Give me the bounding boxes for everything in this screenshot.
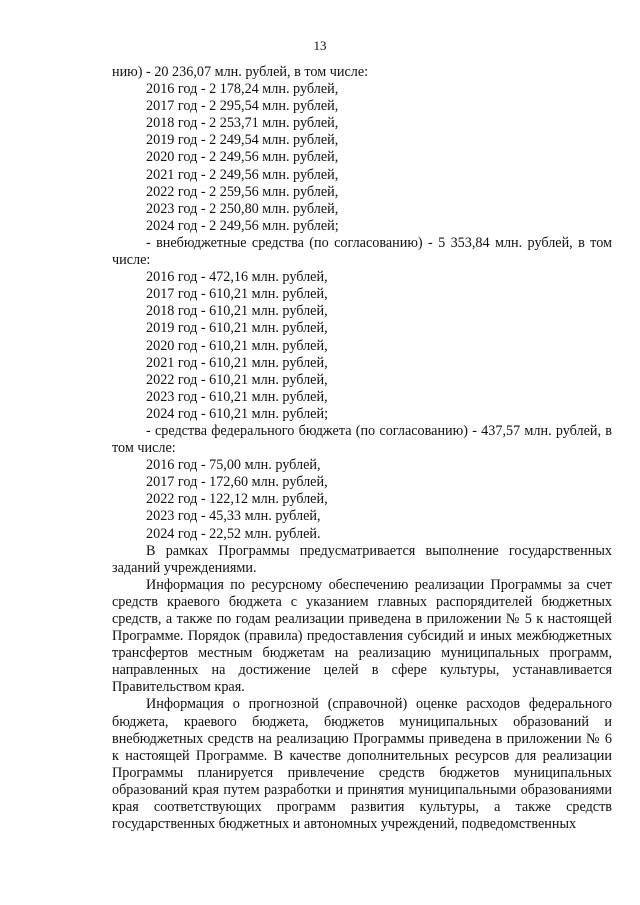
paragraph: Информация о прогнозной (справочной) оценке расходов федерального бюджета, краевого бюджета, бюджетов муниципальных образований и внебюджетных средств на реализацию Программы приведена в приложении № 6 к настоящей Программе. В качестве дополнительных ресурсов для реализации Программы планируется привлечение средств бюджетов муниципальных образований края путем разработки и принятия муниципальными образованиями края соответствующих программ развития культуры, а также средств государственных бюджетных и автономных учреждений, подведомственных	[112, 696, 612, 833]
year-line: 2022 год - 2 259,56 млн. рублей,	[146, 183, 339, 200]
year-line: 2016 год - 472,16 млн. рублей,	[146, 269, 328, 286]
paragraph: Информация по ресурсному обеспечению реализации Программы за счет средств краевого бюджета с указанием главных распорядителей бюджетных средств, а также по годам реализации приведена в приложении № 5 к настоящей Программе. Порядок (правила) предоставления субсидий и иных межбюджетных трансфертов местным бюджетам на реализацию муниципальных программ, направленных на достижение целей в сфере культуры, устанавливается Правительством края.	[112, 576, 612, 696]
federal-intro: - средства федерального бюджета (по согласованию) - 437,57 млн. рублей, в том числе:	[112, 422, 612, 457]
year-line: 2022 год - 122,12 млн. рублей,	[146, 491, 328, 508]
extrabudget-intro: - внебюджетные средства (по согласованию) - 5 353,84 млн. рублей, в том числе:	[112, 234, 612, 269]
year-line: 2019 год - 2 249,54 млн. рублей,	[146, 132, 339, 149]
year-line: 2018 год - 2 253,71 млн. рублей,	[146, 115, 339, 132]
year-line: 2023 год - 2 250,80 млн. рублей,	[146, 200, 339, 217]
year-line: 2024 год - 610,21 млн. рублей;	[146, 405, 329, 422]
page-number: 13	[313, 38, 327, 53]
year-line: 2019 год - 610,21 млн. рублей,	[146, 320, 328, 337]
year-line: 2016 год - 75,00 млн. рублей,	[146, 457, 321, 474]
year-line: 2021 год - 610,21 млн. рублей,	[146, 354, 328, 371]
year-line: 2021 год - 2 249,56 млн. рублей,	[146, 166, 339, 183]
year-line: 2024 год - 2 249,56 млн. рублей;	[146, 217, 339, 234]
year-line: 2016 год - 2 178,24 млн. рублей,	[146, 81, 339, 98]
year-line: 2023 год - 610,21 млн. рублей,	[146, 388, 328, 405]
year-line: 2017 год - 2 295,54 млн. рублей,	[146, 98, 339, 115]
year-line: 2024 год - 22,52 млн. рублей.	[146, 525, 321, 542]
year-line: 2020 год - 610,21 млн. рублей,	[146, 337, 328, 354]
year-line: 2018 год - 610,21 млн. рублей,	[146, 303, 328, 320]
year-line: 2022 год - 610,21 млн. рублей,	[146, 371, 328, 388]
year-line: 2020 год - 2 249,56 млн. рублей,	[146, 149, 339, 166]
paragraph: В рамках Программы предусматривается выполнение государственных заданий учреждениями.	[112, 542, 612, 576]
year-line: 2023 год - 45,33 млн. рублей,	[146, 508, 321, 525]
year-line: 2017 год - 172,60 млн. рублей,	[146, 474, 328, 491]
document-body	[112, 64, 612, 833]
year-line: 2017 год - 610,21 млн. рублей,	[146, 286, 328, 303]
text-line: нию) - 20 236,07 млн. рублей, в том числе:	[112, 64, 369, 80]
